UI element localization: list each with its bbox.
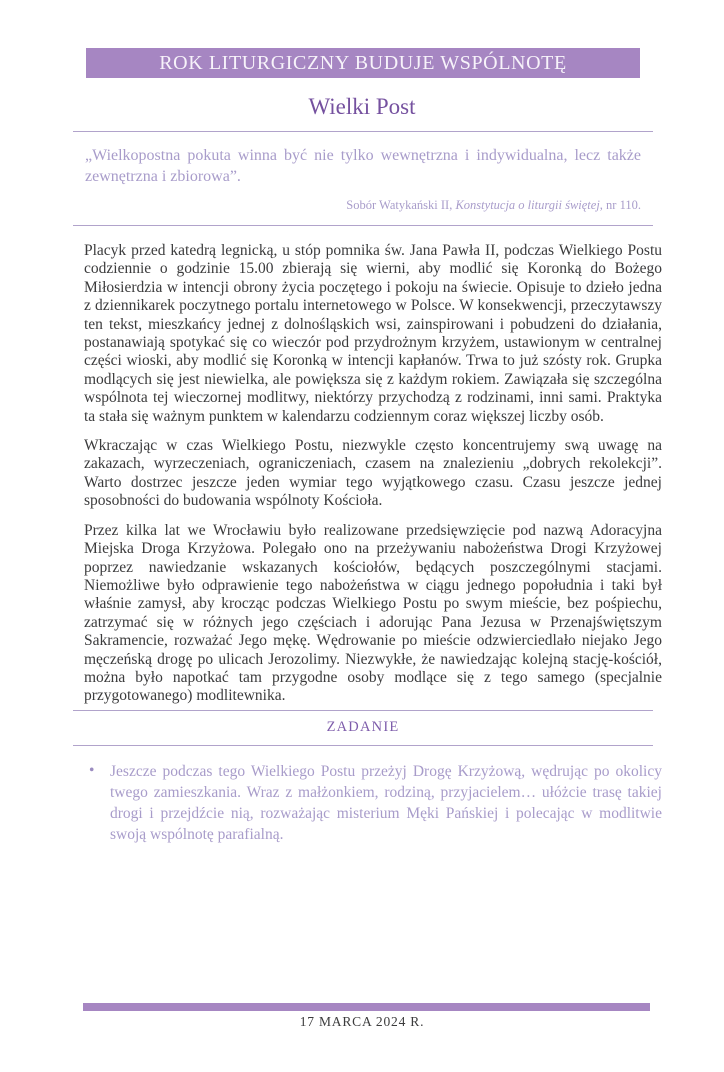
bullet-icon: • xyxy=(89,761,95,779)
quote-text: „Wielkopostna pokuta winna być nie tylko wewnętrzna i indywidualna, lecz także zewnętrzna i zbiorowa”. xyxy=(85,147,641,185)
quote-source-document-title: Konstytucja o liturgii świętej xyxy=(455,198,600,212)
body-paragraph: Wkraczając w czas Wielkiego Postu, niezwykle często koncentrujemy swą uwagę na zakazach, wyrzeczeniach, ograniczeniach, czasem na znalezieniu „dobrych rekolekcji”. Warto dostrzec jeszcze jeden wymiar tego wyjątkowego czasu. Czasu jeszcze jednej sposobności do budowania wspólnoty Kościoła. xyxy=(84,437,662,510)
body-paragraph: Przez kilka lat we Wrocławiu było realizowane przedsięwzięcie pod nazwą Adoracyjna Miejska Droga Krzyżowa. Polegało ono na przeżywaniu nabożeństwa Drogi Krzyżowej poprzez nawiedzanie wskazanych kościołów, będących poszczególnymi stacjami. Niemożliwe było odprawienie tego nabożeństwa w ciągu jednego popołudnia i taki był właśnie zamysł, aby krocząc podczas Wielkiego Postu po swym mieście, bez pośpiechu, zatrzymać się w różnych jego częściach i adorując Pana Jezusa w Przenajświętszym Sakramencie, rozważać Jego mękę. Wędrowanie po mieście odzwierciedlało niejako Jego męczeńską drogę po ulicach Jerozolimy. Niezwykłe, że nawiedzając kolejną stację-kościół, można było napotkać tam przygodne osoby modlące się z tego samego (specjalnie przygotowanego) modlitewnika. xyxy=(84,521,662,705)
article-body xyxy=(84,242,662,706)
footer-divider-bar xyxy=(83,1003,650,1011)
task-list xyxy=(84,761,662,845)
footer-date: 17 MARCA 2024 R. xyxy=(299,1014,425,1029)
task-item-text: Jeszcze podczas tego Wielkiego Postu przeżyj Drogę Krzyżową, wędrując po okolicy twego zamieszkania. Wraz z małżonkiem, rodziną, przyjacielem… ułóżcie trasę takiej drogi i przejdźcie nią, rozważając misterium Męki Pańskiej i polecając w modlitwie swoją wspólnotę parafialną. xyxy=(110,762,662,843)
body-paragraph: Placyk przed katedrą legnicką, u stóp pomnika św. Jana Pawła II, podczas Wielkiego Postu codziennie o godzinie 15.00 zbierają się wierni, aby modlić się Koronką do Bożego Miłosierdzia w intencji obrony życia poczętego i pokoju na świecie. Opisuje to dzieło jedna z dziennikarek poczytnego portalu internetowego w Polsce. W konsekwencji, przeczytawszy ten tekst, mieszkańcy jednej z dolnośląskich wsi, zainspirowani i pobudzeni do działania, postanawiają spotykać się co wieczór pod przydrożnym krzyżem, ustawionym w centralnej części wioski, aby modlić się Koronką w intencji kapłanów. Trwa to już szósty rok. Grupka modlących się jest niewielka, ale powiększa się z każdym rokiem. Zawiązała się szczególna wspólnota tej wieczornej modlitwy, niektórzy przychodzą z rodzinami, inni sami. Praktyka ta stała się ważnym punktem w kalendarzu codziennym coraz większej liczby osób. xyxy=(84,242,662,425)
task-item xyxy=(84,761,662,845)
quote-source xyxy=(85,197,641,213)
banner-title: ROK LITURGICZNY BUDUJE WSPÓLNOTĘ xyxy=(86,48,640,78)
page-title: Wielki Post xyxy=(308,94,416,119)
quote-section xyxy=(73,131,653,226)
task-heading: ZADANIE xyxy=(326,718,400,735)
task-section xyxy=(73,710,653,746)
quote-source-author: Sobór Watykański II, xyxy=(346,198,456,212)
quote-source-number: , nr 110. xyxy=(599,198,641,212)
